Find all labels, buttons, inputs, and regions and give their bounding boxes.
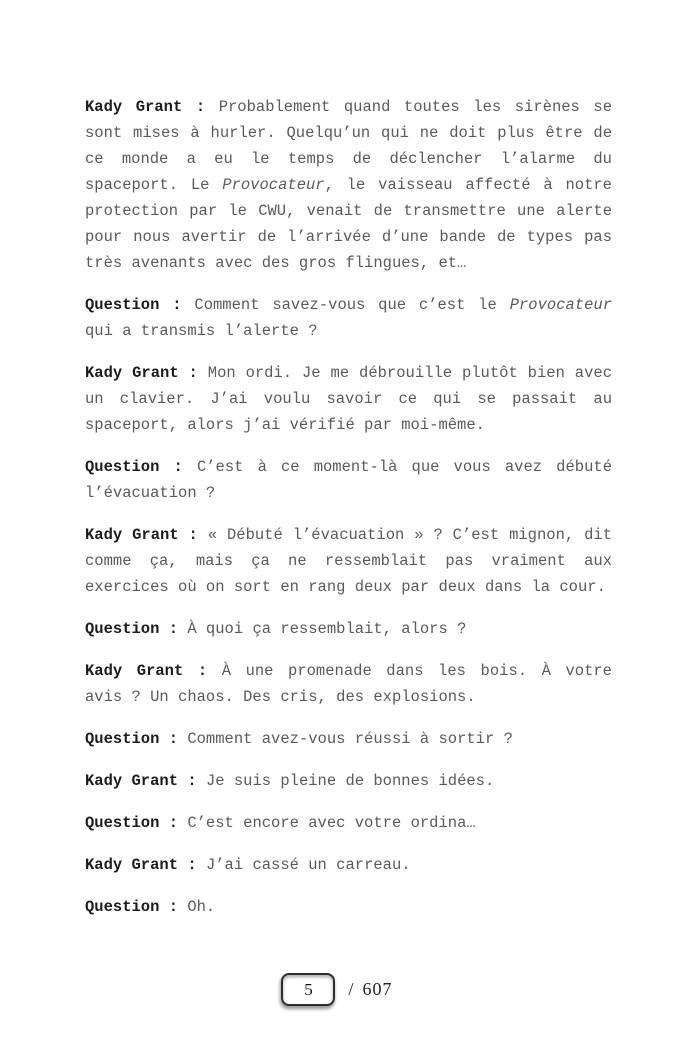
dialogue-text: Probablement quand toutes les sirènes se sont mises à hurler. Quelqu’un qui ne doit plus être de ce monde a eu le temps de déclencher l’alarme du spaceport. Le [85, 98, 612, 194]
transcript-paragraph [85, 360, 612, 438]
dialogue-text: Comment avez-vous réussi à sortir ? [187, 730, 513, 748]
speaker-label: Kady Grant : [85, 364, 198, 382]
speaker-label: Question : [85, 814, 179, 832]
transcript-text [85, 94, 612, 920]
dialogue-text: C’est à ce moment-là que vous avez débuté l’évacuation ? [85, 458, 612, 502]
speaker-label: Kady Grant : [85, 856, 197, 874]
transcript-paragraph [85, 94, 612, 276]
ship-name-italic: Provocateur [222, 176, 325, 194]
dialogue-text: Comment savez-vous que c’est le [194, 296, 510, 314]
dialogue-text: qui a transmis l’alerte ? [85, 322, 318, 340]
speaker-label: Question : [85, 898, 179, 916]
transcript-paragraph [85, 616, 612, 642]
transcript-paragraph [85, 768, 612, 794]
speaker-label: Question : [85, 620, 179, 638]
dialogue-text: Oh. [187, 898, 216, 916]
speaker-label: Kady Grant : [85, 98, 206, 116]
transcript-paragraph [85, 522, 612, 600]
transcript-paragraph [85, 292, 612, 344]
page-separator: / [348, 979, 355, 999]
transcript-paragraph [85, 658, 612, 710]
speaker-label: Kady Grant : [85, 662, 208, 680]
page-count-label [348, 979, 392, 1000]
speaker-label: Question : [85, 730, 179, 748]
dialogue-text: J’ai cassé un carreau. [205, 856, 411, 874]
page-navigation [0, 973, 687, 1006]
dialogue-text: , le vaisseau affecté à notre protection par le CWU, venait de transmettre une alerte pour nous avertir de l’arrivée d’une bande de types pas très avenants avec des gros flingues, et… [85, 176, 612, 272]
transcript-paragraph [85, 726, 612, 752]
total-pages: 607 [362, 979, 393, 999]
speaker-label: Kady Grant : [85, 526, 198, 544]
transcript-paragraph [85, 810, 612, 836]
speaker-label: Kady Grant : [85, 772, 197, 790]
dialogue-text: Mon ordi. Je me débrouille plutôt bien avec un clavier. J’ai voulu savoir ce qui se passait au spaceport, alors j’ai vérifié par moi-même. [85, 364, 612, 434]
speaker-label: Question : [85, 296, 182, 314]
transcript-paragraph [85, 894, 612, 920]
speaker-label: Question : [85, 458, 183, 476]
dialogue-text: « Débuté l’évacuation » ? C’est mignon, dit comme ça, mais ça ne ressemblait pas vraiment aux exercices où on sort en rang deux par deux dans la cour. [85, 526, 612, 596]
page-number-input[interactable] [281, 973, 335, 1006]
transcript-paragraph [85, 852, 612, 878]
ship-name-italic: Provocateur [509, 296, 613, 314]
dialogue-text: Je suis pleine de bonnes idées. [205, 772, 495, 790]
dialogue-text: À quoi ça ressemblait, alors ? [187, 620, 467, 638]
dialogue-text: C’est encore avec votre ordina… [187, 814, 476, 832]
dialogue-text: À une promenade dans les bois. À votre avis ? Un chaos. Des cris, des explosions. [85, 662, 612, 706]
transcript-paragraph [85, 454, 612, 506]
